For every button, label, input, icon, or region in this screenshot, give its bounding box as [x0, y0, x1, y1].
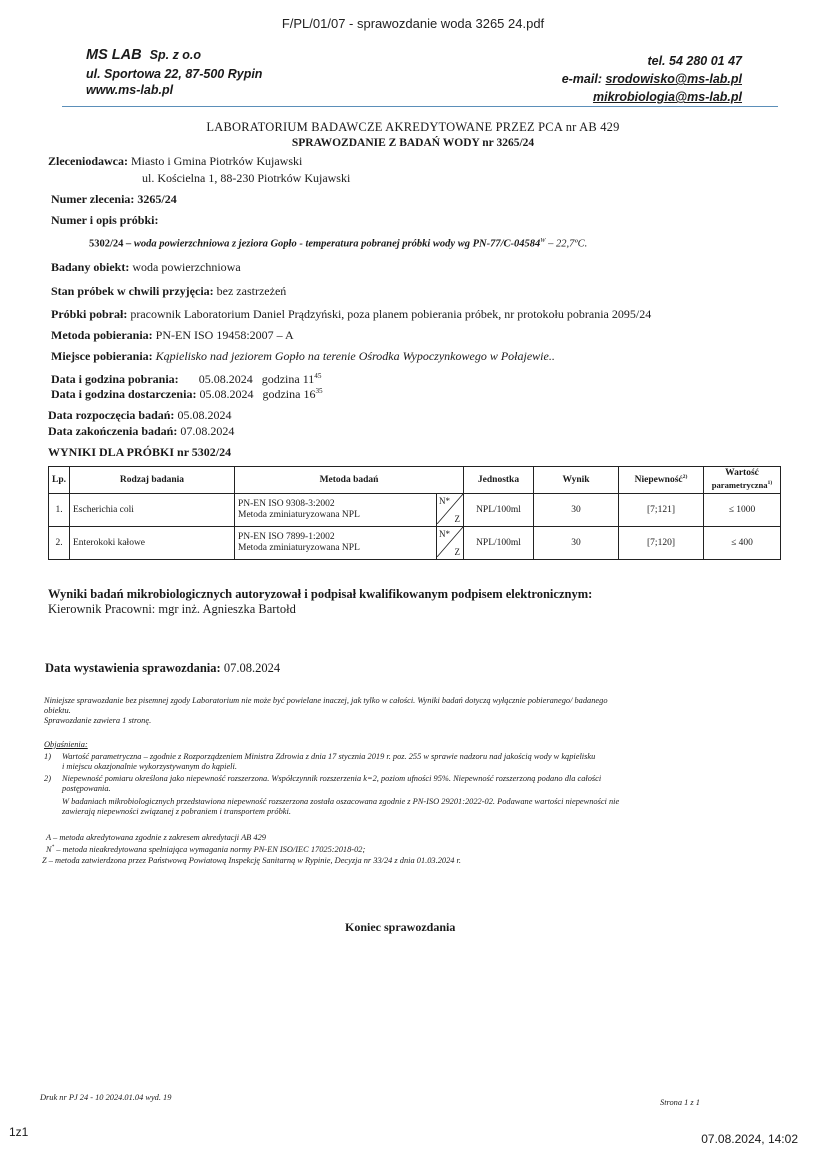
legend-z: Z – metoda zatwierdzona przez Państwową Powiatową Inspekcję Sanitarną w Rypinie, Decyzja nr 33/24 z dnia 01.03.2024 r.: [42, 856, 461, 865]
col-result: Wynik: [534, 467, 619, 494]
report-title: SPRAWOZDANIE Z BADAŃ WODY nr 3265/24: [291, 137, 535, 149]
company-website[interactable]: www.ms-lab.pl: [86, 83, 174, 97]
company-name: MS LAB Sp. z o.o: [86, 47, 202, 63]
footnote-1: Wartość parametryczna – zgodnie z Rozporządzeniem Ministra Zdrowia z dnia 17 stycznia 2019 r. poz. 255 w sprawie nadzoru nad jakością wody w kąpielisku: [62, 752, 596, 761]
table-header-row: [49, 467, 781, 494]
signature-name: Kierownik Pracowni: mgr inż. Agnieszka Bartołd: [48, 602, 296, 616]
cell-unit: NPL/100ml: [464, 494, 534, 527]
order-row: Numer zlecenia: 3265/24: [51, 192, 177, 206]
cell-method: PN-EN ISO 7899-1:2002 Metoda zminiaturyzowana NPL: [235, 527, 437, 560]
footnote-1-num: 1): [44, 752, 51, 761]
company-email-line: e-mail: srodowisko@ms-lab.pl: [561, 72, 742, 86]
cell-type: Escherichia coli: [70, 494, 235, 527]
cell-unit: NPL/100ml: [464, 527, 534, 560]
cell-nz: N* Z: [437, 494, 464, 527]
company-address: ul. Sportowa 22, 87-500 Rypin: [86, 67, 263, 81]
sample-label: Numer i opis próbki:: [51, 213, 159, 227]
print-timestamp: 07.08.2024, 14:02: [701, 1132, 798, 1146]
cell-result: 30: [534, 494, 619, 527]
report-end: Koniec sprawozdania: [345, 920, 456, 934]
sampler-row: Próbki pobrał: pracownik Laboratorium Daniel Prądzyński, poza planem pobierania próbek, nr protokołu pobrania 2095/24: [51, 307, 652, 321]
state-row: Stan próbek w chwili przyjęcia: bez zastrzeżeń: [51, 284, 287, 298]
company-phone: tel. 54 280 01 47: [647, 54, 742, 68]
lab-title: LABORATORIUM BADAWCZE AKREDYTOWANE PRZEZ PCA nr AB 429: [206, 120, 620, 134]
issue-date-row: Data wystawienia sprawozdania: 07.08.2024: [45, 661, 281, 675]
print-number: Druk nr PJ 24 - 10 2024.01.04 wyd. 19: [40, 1093, 172, 1102]
copy-notice-cont: obiektu.: [44, 706, 71, 715]
copy-notice: Niniejsze sprawozdanie bez pisemnej zgody Laboratorium nie może być powielane inaczej, jak tylko w całości. Wyniki badań dotyczą wyłącznie pobieranego/ badanego: [44, 696, 608, 705]
page-count-note: Sprawozdanie zawiera 1 stronę.: [44, 716, 152, 725]
document-title: F/PL/01/07 - sprawozdanie woda 3265 24.pdf: [281, 16, 545, 31]
explanations-heading: Objaśnienia:: [44, 740, 88, 749]
sampling-date-row: Data i godzina pobrania: 05.08.2024 godzina $11^{45}$: [51, 372, 322, 386]
delivery-date-row: Data i godzina dostarczenia: 05.08.2024 godzina $16^{35}$: [51, 387, 323, 401]
cell-result: 30: [534, 527, 619, 560]
cell-type: Enterokoki kałowe: [70, 527, 235, 560]
signature-statement: Wyniki badań mikrobiologicznych autoryzował i podpisał kwalifikowanym podpisem elektronicznym:: [48, 587, 593, 601]
cell-lp: 2.: [49, 527, 70, 560]
start-date-row: Data rozpoczęcia badań: 05.08.2024: [48, 408, 232, 422]
method-row: Metoda pobierania: PN-EN ISO 19458:2007 – A: [51, 328, 294, 342]
footnote-2-detail: W badaniach mikrobiologicznych przedstawiona niepewność rozszerzona została oszacowana zgodnie z PN-ISO 29201:2022-02. Podawane wartości niepewności nie: [62, 797, 620, 806]
cell-uncertainty: [7;121]: [619, 494, 704, 527]
client-row: Zleceniodawca: Miasto i Gmina Piotrków Kujawski: [48, 154, 303, 168]
table-row: [49, 494, 781, 527]
cell-lp: 1.: [49, 494, 70, 527]
results-heading: WYNIKI DLA PRÓBKI nr 5302/24: [48, 445, 232, 459]
end-date-row: Data zakończenia badań: 07.08.2024: [48, 424, 235, 438]
page-number: Strona 1 z 1: [660, 1098, 700, 1107]
cell-param: ≤ 400: [704, 527, 781, 560]
cell-uncertainty: [7;120]: [619, 527, 704, 560]
footnote-2-detail-cont: zawierają niepewności związanej z pobraniem i transportem próbki.: [62, 807, 291, 816]
col-method: Metoda badań: [235, 467, 464, 494]
col-type: Rodzaj badania: [70, 467, 235, 494]
col-param: Wartość parametryczna$^{1)}$: [704, 467, 781, 494]
col-lp: Lp.: [49, 467, 70, 494]
col-uncertainty: Niepewność$^{2)}$: [619, 467, 704, 494]
object-row: Badany obiekt: woda powierzchniowa: [51, 260, 241, 274]
footnote-2: Niepewność pomiaru określona jako niepewność rozszerzona. Współczynnik rozszerzenia k=2, poziom ufności 95%. Niepewność rozszerzoną podano dla całości: [62, 774, 602, 783]
footnote-1-cont: i miejscu okazjonalnie wykorzystywanym do kąpieli.: [62, 762, 237, 771]
footnote-2-cont: postępowania.: [62, 784, 111, 793]
results-table: [48, 466, 781, 560]
client-address: ul. Kościelna 1, 88-230 Piotrków Kujawski: [142, 171, 351, 185]
header-divider: [62, 106, 778, 107]
legend-a: A – metoda akredytowana zgodnie z zakresem akredytacji AB 429: [46, 833, 266, 842]
sample-description: 5302/24 – woda powierzchniowa z jeziora Gopło - temperatura pobranej próbki wody wg $PN-77/C-04584^W$ – 22,7ºC.: [89, 237, 588, 250]
col-unit: Jednostka: [464, 467, 534, 494]
cell-nz: N* Z: [437, 527, 464, 560]
page-counter: 1z1: [9, 1125, 29, 1139]
legend-n: N* – metoda nieakredytowana spełniająca wymagania normy PN-EN ISO/IEC 17025:2018-02;: [46, 844, 366, 854]
footnote-2-num: 2): [44, 774, 51, 783]
cell-method: PN-EN ISO 9308-3:2002 Metoda zminiaturyzowana NPL: [235, 494, 437, 527]
email-link-srodowisko[interactable]: srodowisko@ms-lab.pl: [605, 72, 742, 86]
place-row: Miejsce pobierania: Kąpielisko nad jeziorem Gopło na terenie Ośrodka Wypoczynkowego w Połajewie..: [51, 349, 555, 363]
email-link-mikrobiologia[interactable]: mikrobiologia@ms-lab.pl: [592, 90, 742, 104]
table-row: [49, 527, 781, 560]
cell-param: ≤ 1000: [704, 494, 781, 527]
